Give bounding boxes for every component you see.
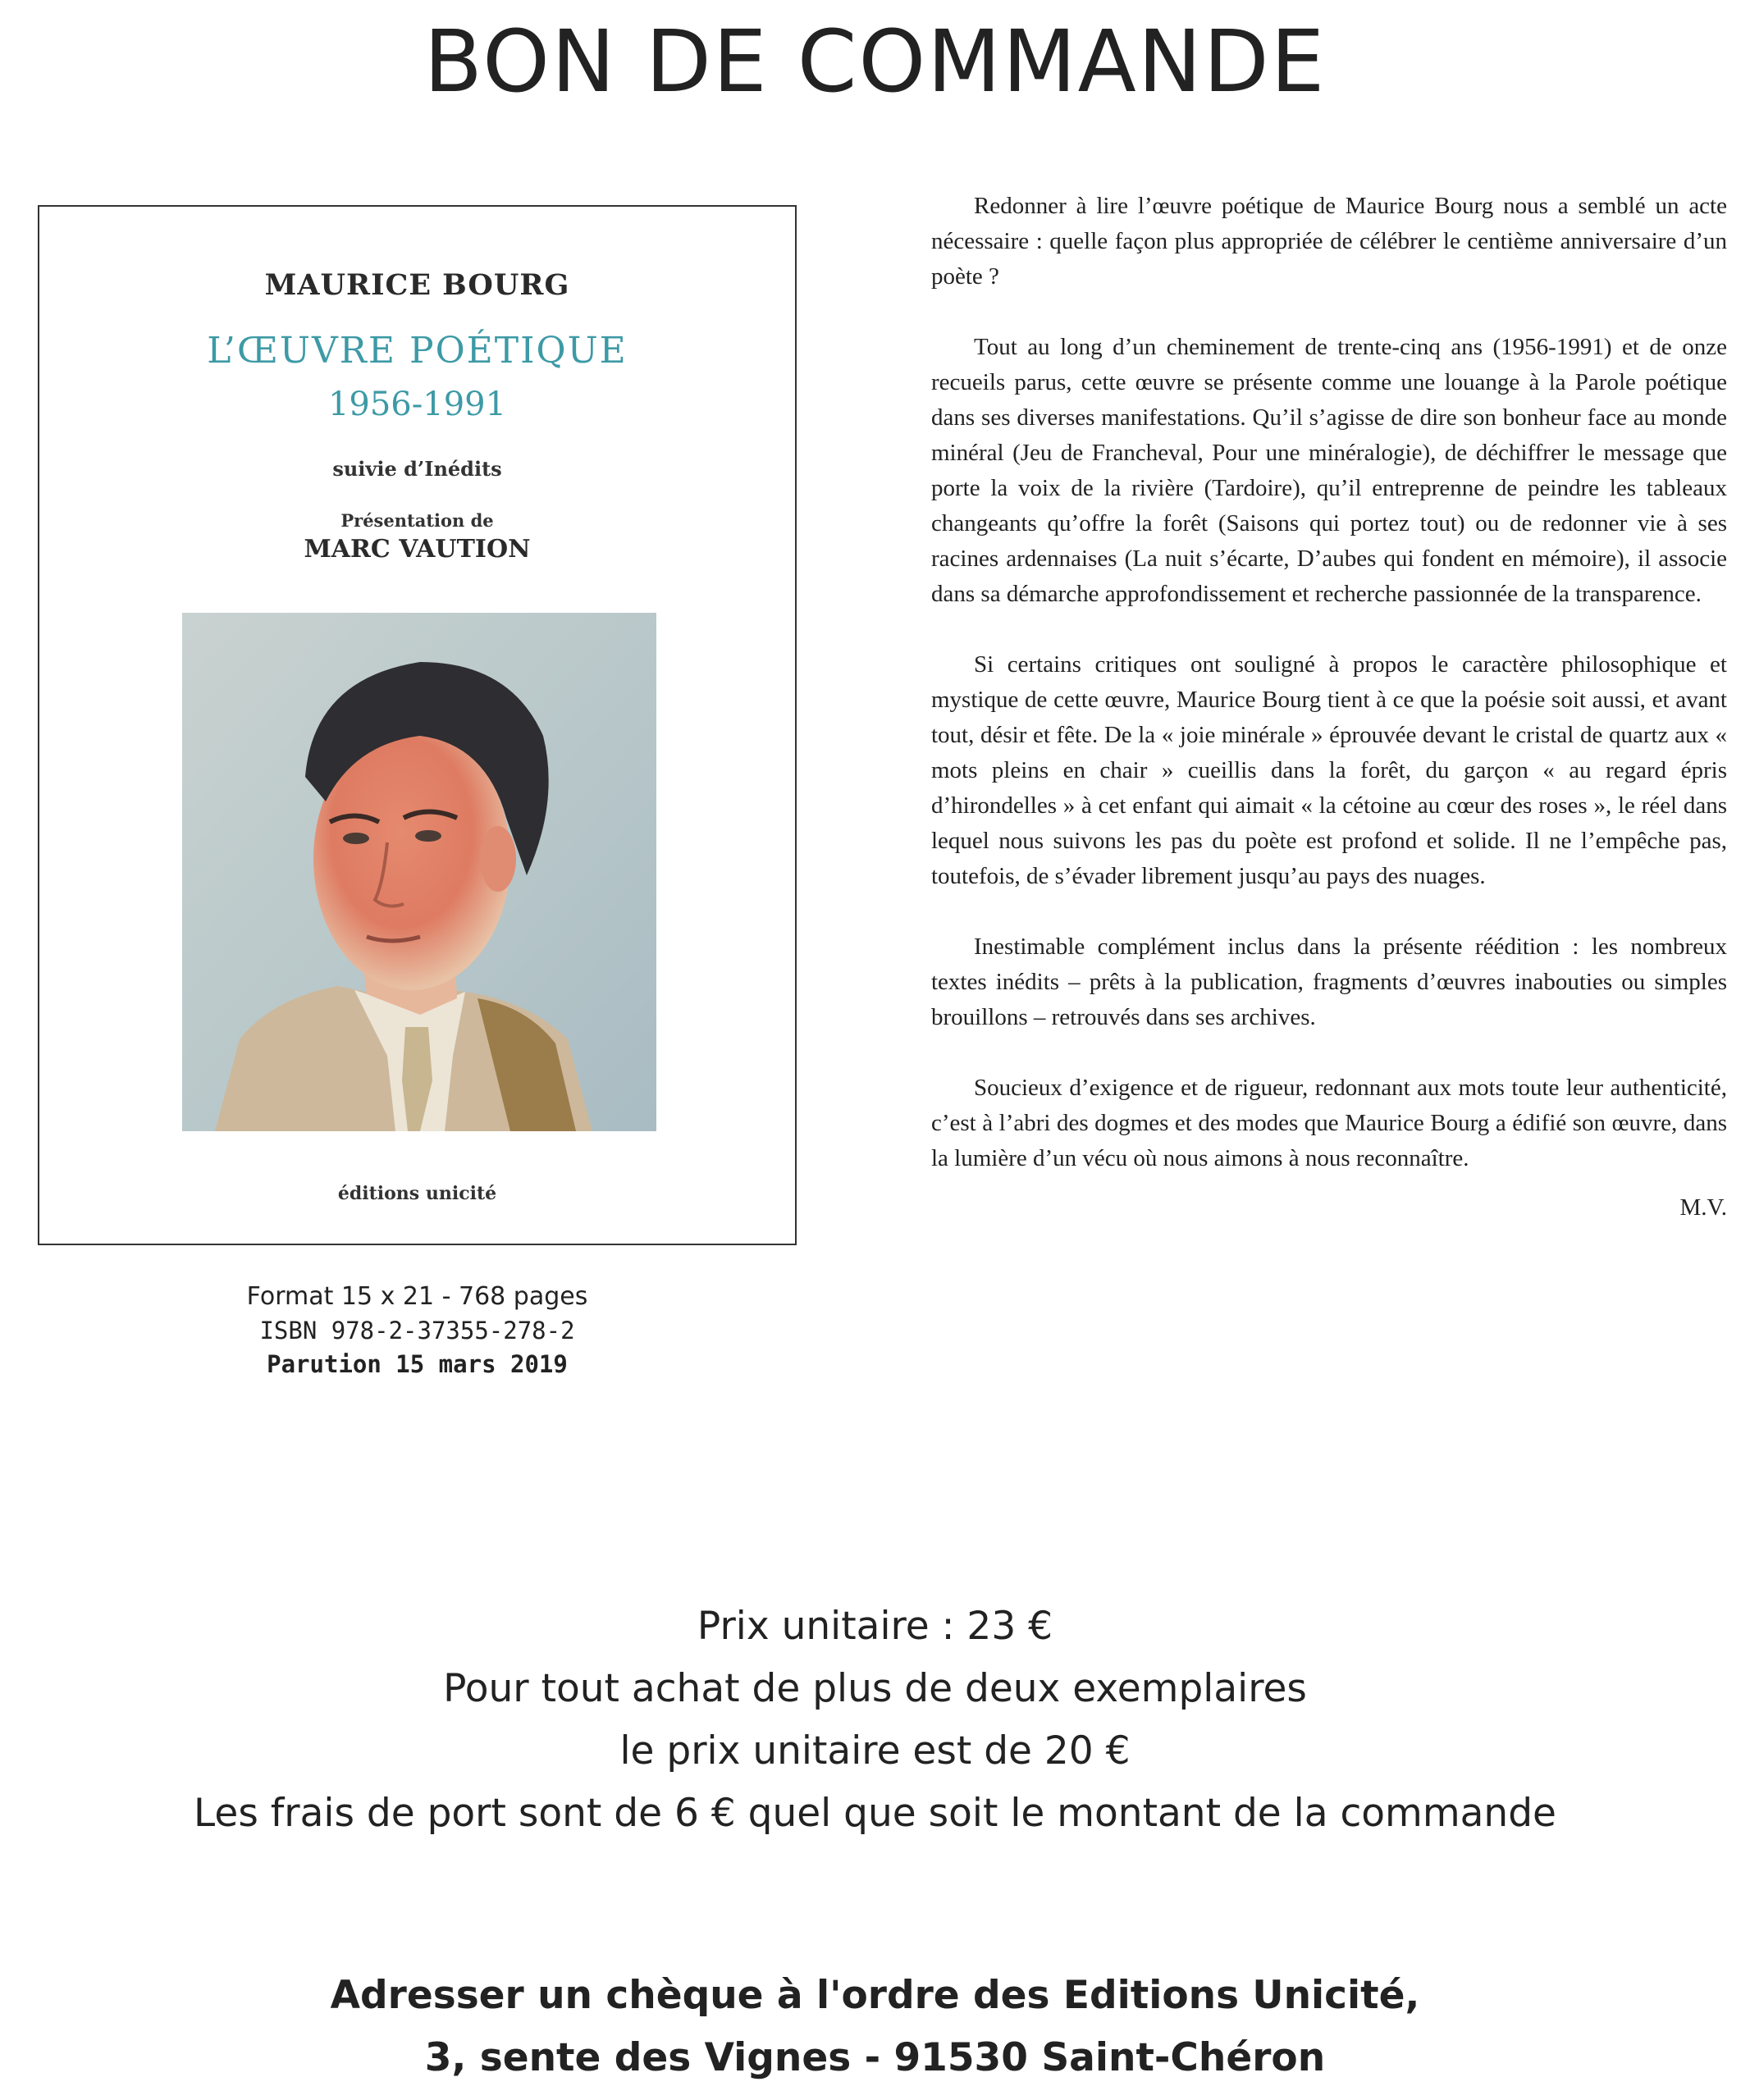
cover-presentation-label: Présentation de — [340, 510, 494, 531]
page-title: BON DE COMMANDE — [423, 11, 1327, 112]
bulk-price: le prix unitaire est de 20 € — [619, 1728, 1131, 1774]
unit-price: Prix unitaire : 23 € — [697, 1604, 1053, 1649]
book-info — [38, 1280, 797, 1381]
pricing — [0, 1596, 1750, 1845]
description-paragraph: Tout au long d’un cheminement de trente-cinq ans (1956-1991) et de onze recueils parus, cette œuvre se présente comme une louange à la Parole poétique dans ses diverses manifestations. Qu’il s’agisse de dire son bonheur face au monde minéral (Jeu de Francheval, Pour une minéralogie), de déchiffrer le message que porte la voix de la rivière (Tardoire), qu’il entreprenne de peindre les tableaux changeants qu’offre la forêt (Saisons qui portez tout) ou de redonner vie à ses racines ardennaises (La nuit s’écarte, D’aubes qui fondent en mémoire), il associe dans sa démarche approfondissement et recherche passionnée de la transparence. — [931, 334, 1727, 607]
book-isbn: ISBN 978-2-37355-278-2 — [259, 1317, 575, 1344]
description-paragraph: Soucieux d’exigence et de rigueur, redonnant aux mots toute leur authenticité, c’est à l’abri des dogmes et des modes que Maurice Bourg a édifié son œuvre, dans la lumière d’un vécu où nous aimons à nous reconnaître. — [931, 1075, 1727, 1171]
description — [931, 189, 1727, 1226]
order-address — [0, 1965, 1750, 2089]
cover-publisher: éditions unicité — [337, 1183, 497, 1204]
signature: M.V. — [1679, 1194, 1727, 1221]
cover-presenter: MARC VAUTION — [304, 535, 531, 564]
cover-author: MAURICE BOURG — [264, 268, 570, 302]
book-cover — [38, 205, 797, 1245]
cover-title: L’ŒUVRE POÉTIQUE — [207, 330, 628, 372]
author-portrait — [182, 613, 656, 1131]
description-paragraph: Redonner à lire l’œuvre poétique de Maurice Bourg nous a semblé un acte nécessaire : quelle façon plus appropriée de célébrer le centième anniversaire d’un poète ? — [931, 193, 1727, 290]
bulk-condition: Pour tout achat de plus de deux exemplaires — [443, 1666, 1307, 1711]
description-paragraph: Si certains critiques ont souligné à propos le caractère philosophique et mystique de cette œuvre, Maurice Bourg tient à ce que la poésie soit aussi, et avant tout, désir et fête. De la « joie minérale » éprouvée devant le cristal de quartz aux « mots pleins en chair » cueillis dans la forêt, du garçon « au regard épris d’hirondelles » à cet enfant qui aimait « la cétoine au cœur des roses », le réel dans lequel nous suivons les pas du poète est profond et solide. Il ne l’empêche pas, toutefois, de s’évader librement jusqu’au pays des nuages. — [931, 651, 1727, 889]
cover-years: 1956-1991 — [327, 386, 507, 423]
book-release-date: Parution 15 mars 2019 — [267, 1350, 568, 1378]
postal-address: 3, sente des Vignes - 91530 Saint-Chéron — [424, 2035, 1326, 2080]
book-format: Format 15 x 21 - 768 pages — [246, 1282, 588, 1311]
payment-instruction: Adresser un chèque à l'ordre des Editions Unicité, — [330, 1973, 1420, 2018]
shipping-cost: Les frais de port sont de 6 € quel que soit le montant de la commande — [194, 1791, 1556, 1836]
description-paragraph: Inestimable complément inclus dans la présente réédition : les nombreux textes inédits – prêts à la publication, fragments d’œuvres inabouties ou simples brouillons – retrouvés dans ses archives. — [931, 934, 1727, 1030]
cover-subtitle: suivie d’Inédits — [332, 457, 502, 481]
